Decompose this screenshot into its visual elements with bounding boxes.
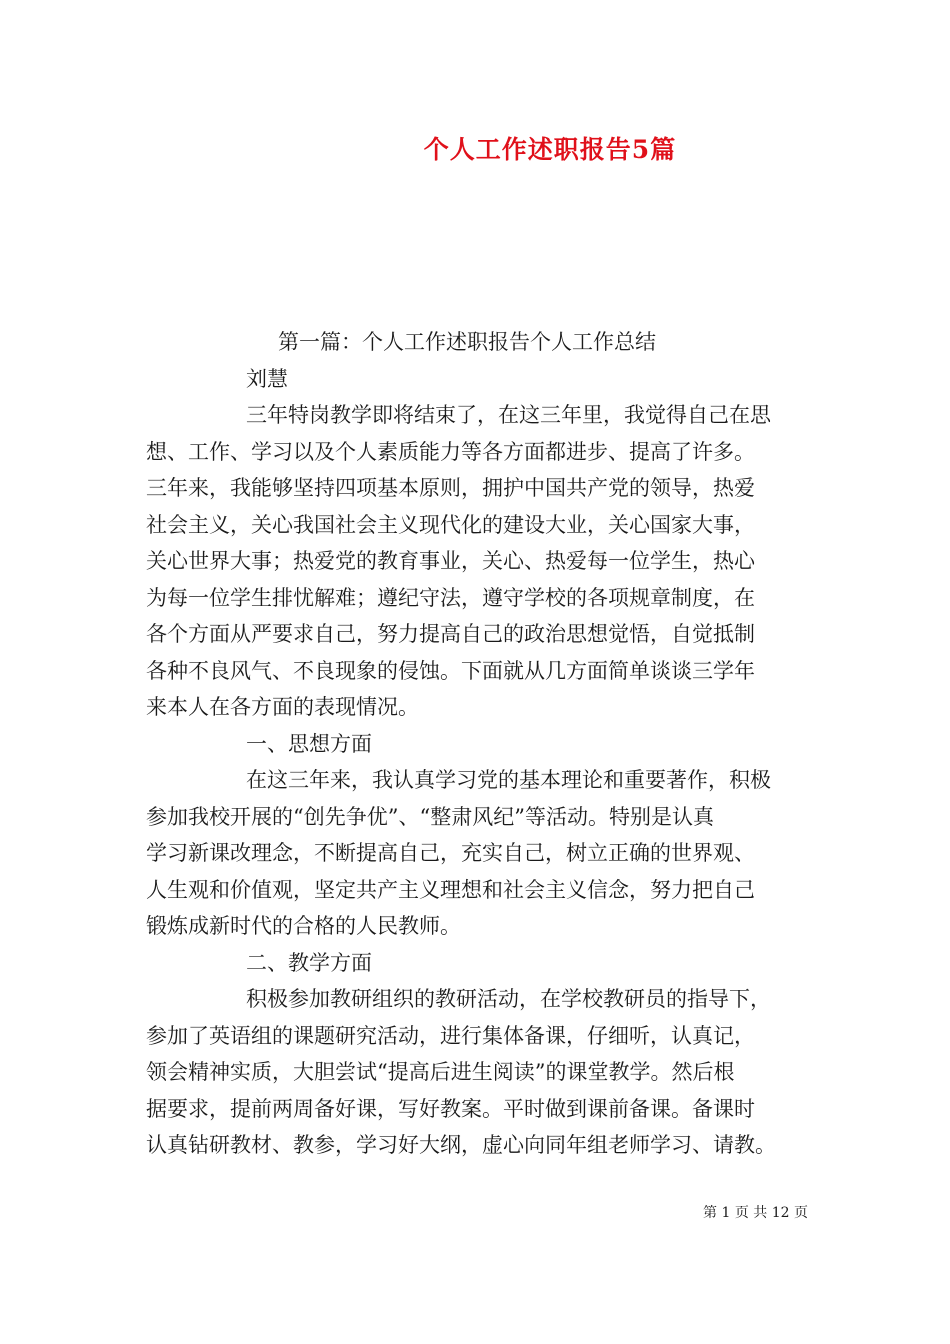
page-number: 第 1 页 共 12 页	[703, 1205, 808, 1221]
author-name: 刘慧	[246, 366, 288, 391]
text-line: 一、思想方面	[246, 731, 372, 756]
text-line: 在这三年来，我认真学习党的基本理论和重要著作，积极	[246, 768, 771, 792]
text-line: 三年来，我能够坚持四项基本原则，拥护中国共产党的领导，热爱	[146, 476, 755, 500]
document-body	[146, 324, 826, 1164]
section-heading: 第一篇：个人工作述职报告个人工作总结	[278, 330, 656, 354]
text-line: 参加了英语组的课题研究活动，进行集体备课，仔细听，认真记，	[146, 1023, 755, 1048]
page-title: 个人工作述职报告5篇	[423, 135, 677, 164]
body-lines	[146, 397, 826, 1164]
text-line: 关心世界大事；热爱党的教育事业，关心、热爱每一位学生，热心	[146, 549, 755, 573]
text-line: 想、工作、学习以及个人素质能力等各方面都进步、提高了许多。	[146, 439, 755, 464]
text-line: 领会精神实质，大胆尝试“提高后进生阅读”的课堂教学。然后根	[146, 1060, 735, 1084]
text-line: 二、教学方面	[246, 950, 372, 975]
text-line: 锻炼成新时代的合格的人民教师。	[146, 914, 461, 938]
text-line: 各种不良风气、不良现象的侵蚀。下面就从几方面简单谈谈三学年	[146, 658, 755, 683]
text-line: 各个方面从严要求自己，努力提高自己的政治思想觉悟，自觉抵制	[146, 622, 755, 646]
text-line: 学习新课改理念，不断提高自己，充实自己，树立正确的世界观、	[146, 841, 755, 865]
text-line: 积极参加教研组织的教研活动，在学校教研员的指导下，	[246, 987, 771, 1011]
text-line: 为每一位学生排忧解难；遵纪守法，遵守学校的各项规章制度，在	[146, 585, 755, 610]
text-line: 社会主义，关心我国社会主义现代化的建设大业，关心国家大事，	[146, 512, 755, 537]
text-line: 认真钻研教材、教参，学习好大纲，虚心向同年组老师学习、请教。	[146, 1133, 776, 1157]
text-line: 来本人在各方面的表现情况。	[146, 695, 419, 719]
text-line: 人生观和价值观，坚定共产主义理想和社会主义信念，努力把自己	[146, 877, 755, 902]
text-line: 据要求，提前两周备好课，写好教案。平时做到课前备课。备课时	[146, 1096, 755, 1121]
text-line: 参加我校开展的“创先争优”、“整肃风纪”等活动。特别是认真	[146, 804, 714, 829]
text-line: 三年特岗教学即将结束了，在这三年里，我觉得自己在思	[246, 403, 771, 427]
